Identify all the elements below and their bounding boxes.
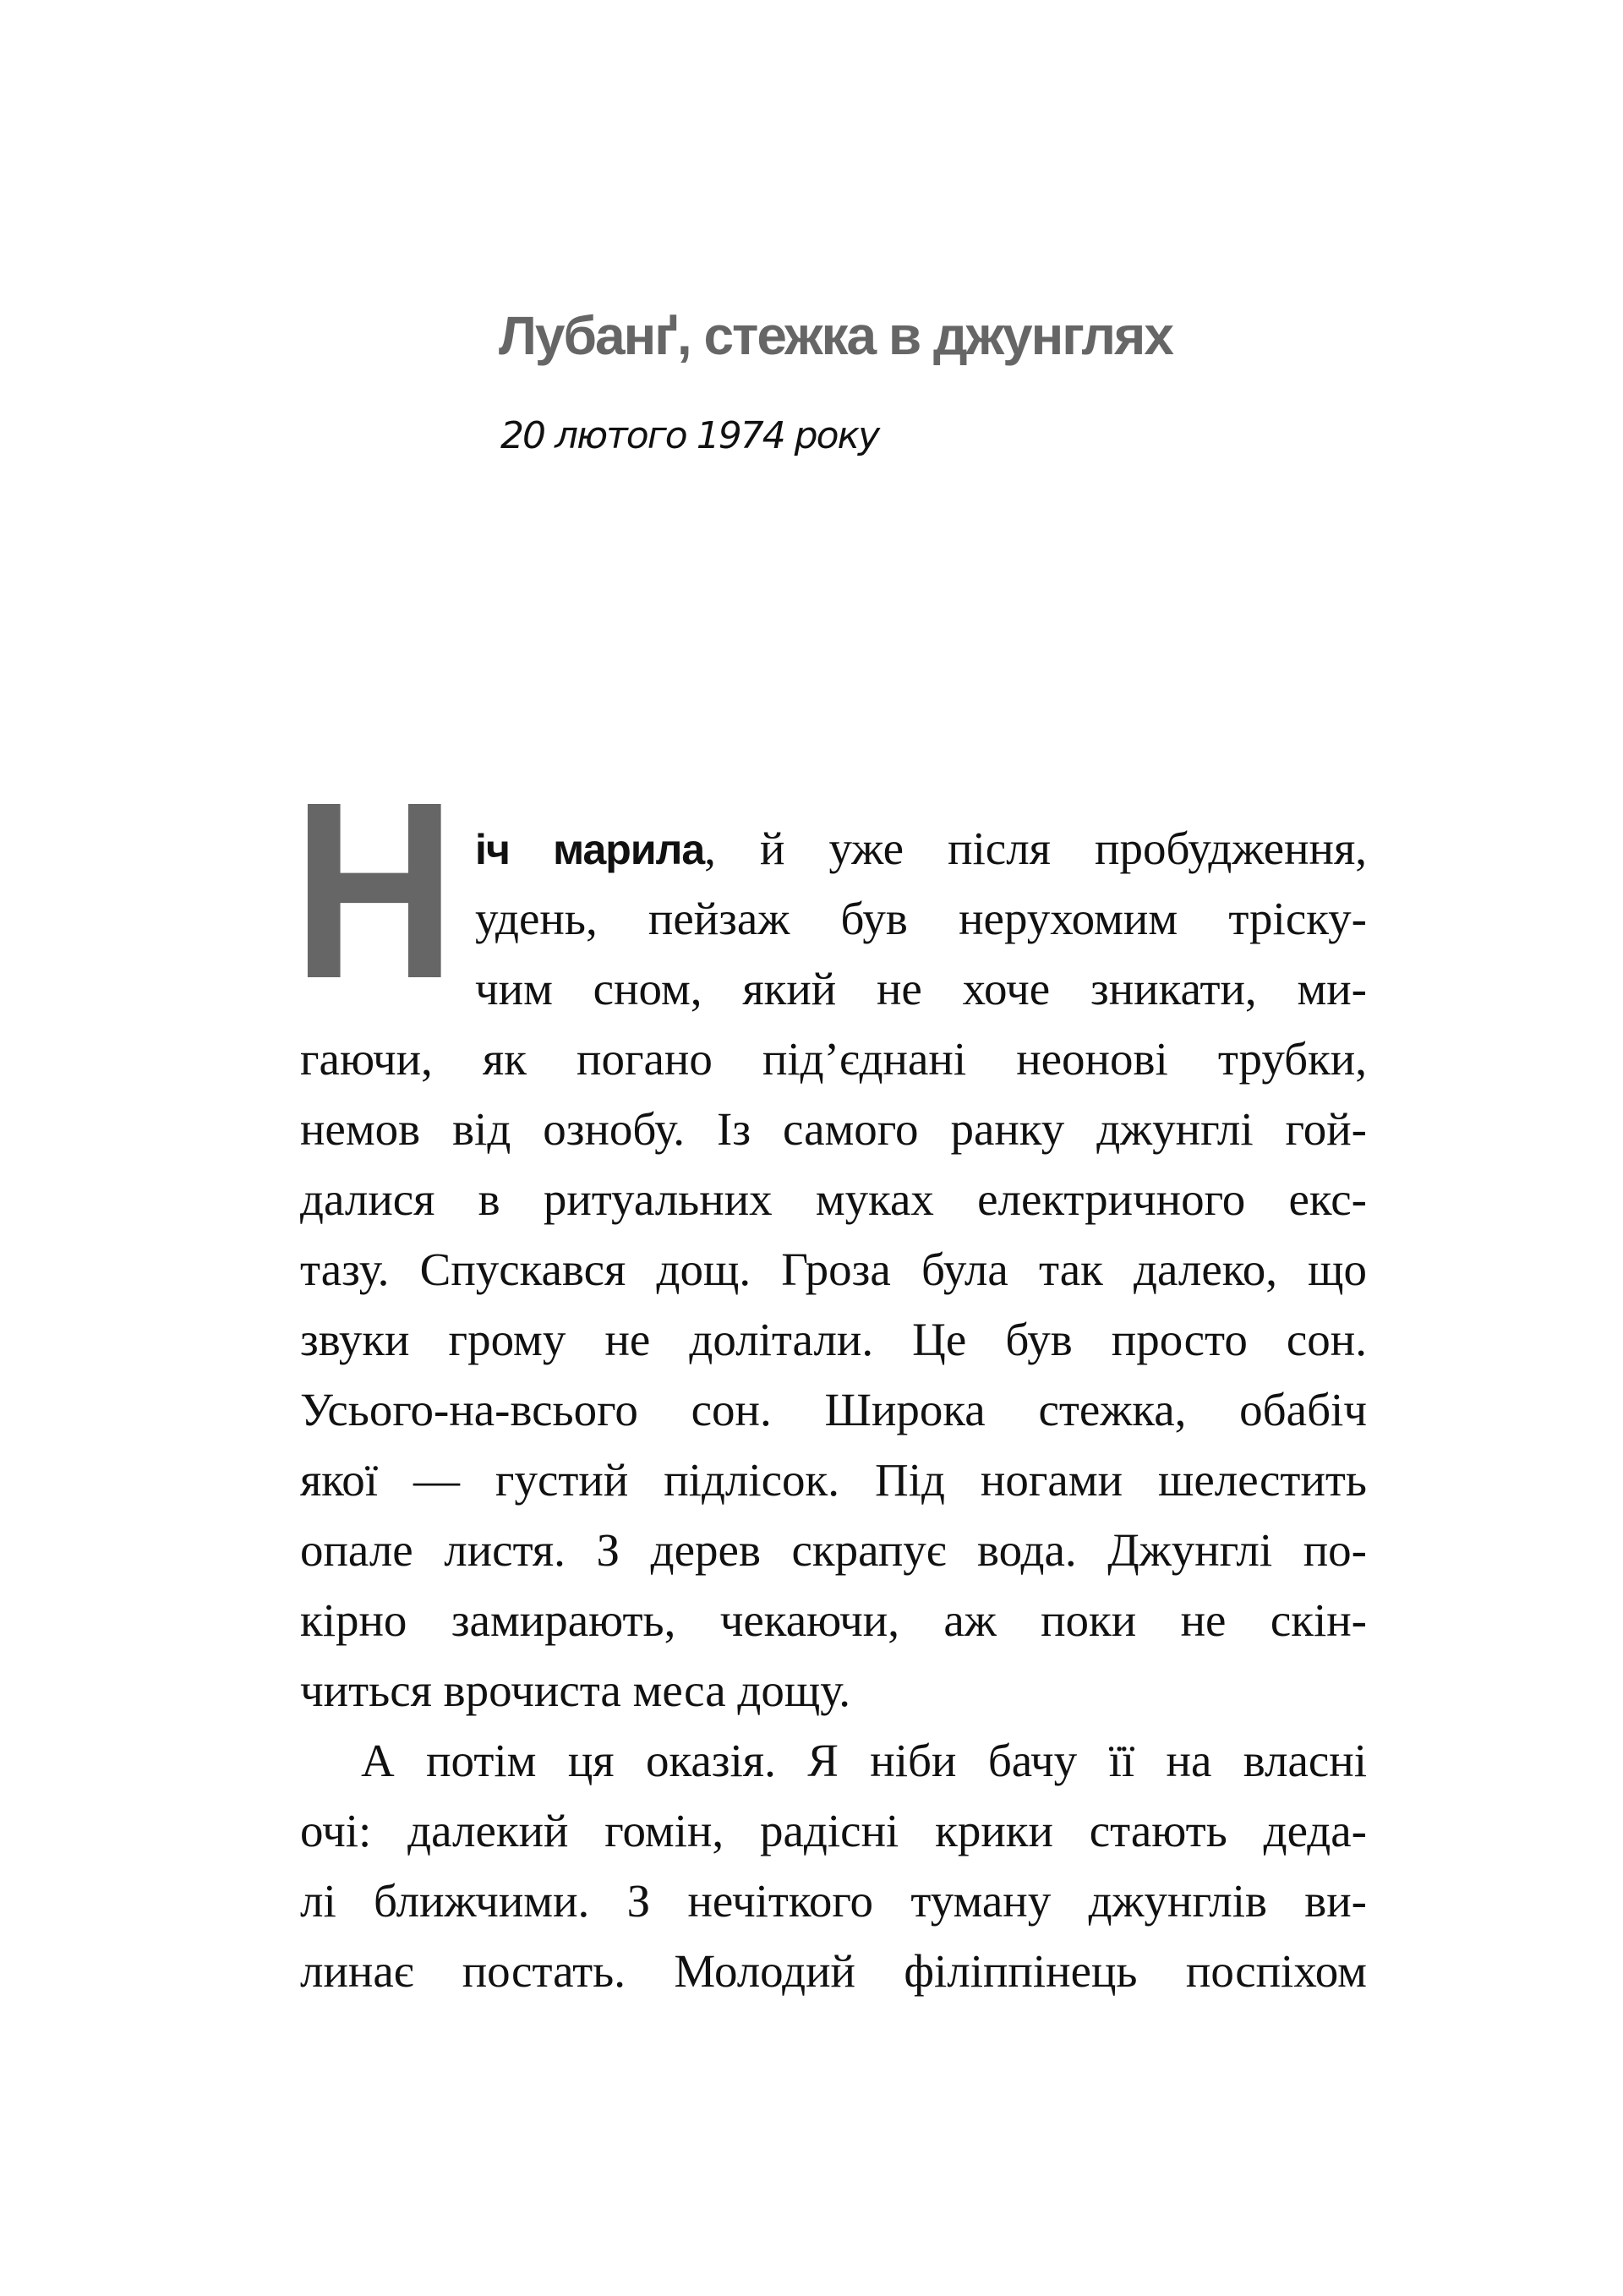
text-line: читься врочиста меса дощу. bbox=[300, 1665, 851, 1716]
text-line: чим сном, який не хоче зникати, ми- bbox=[475, 963, 1367, 1014]
body-text bbox=[300, 813, 1367, 2006]
text-line bbox=[475, 813, 1367, 883]
text-line: тазу. Спускався дощ. Гроза була так далеко, що bbox=[300, 1244, 1367, 1295]
text-line: А потім ця оказія. Я ніби бачу її на власні bbox=[361, 1735, 1367, 1786]
text-line: очі: далекий гомін, радісні крики стають деда- bbox=[300, 1805, 1367, 1856]
text-line: линає постать. Молодий філіппінець поспіхом bbox=[300, 1945, 1367, 1997]
text-line: кірно замирають, чекаючи, аж поки не скін- bbox=[300, 1594, 1367, 1646]
lead-bold: іч марила bbox=[475, 826, 705, 873]
text-line: удень, пейзаж був нерухомим тріску- bbox=[475, 893, 1367, 944]
text-line: немов від ознобу. Із самого ранку джунглі гой- bbox=[300, 1103, 1367, 1155]
text-line: опале листя. З дерев скрапує вода. Джунглі по- bbox=[300, 1524, 1367, 1576]
text-line: звуки грому не долітали. Це був просто сон. bbox=[300, 1314, 1367, 1365]
chapter-title: Лубанґ, стежка в джунглях bbox=[499, 305, 1172, 366]
text-line: далися в ритуальних муках електричного екс- bbox=[300, 1173, 1367, 1225]
text-line: гаючи, як погано під’єднані неонові трубки, bbox=[300, 1033, 1367, 1085]
chapter-date: 20 лютого 1974 року bbox=[500, 414, 879, 457]
drop-cap: Н bbox=[292, 750, 456, 1031]
text-line: лі ближчими. З нечіткого туману джунглів ви- bbox=[300, 1875, 1367, 1927]
text-line: Усього-на-всього сон. Широка стежка, обабіч bbox=[300, 1384, 1367, 1435]
text-line: якої — густий підлісок. Під ногами шелестить bbox=[300, 1454, 1367, 1506]
text-span: , й уже після пробудження, bbox=[704, 823, 1368, 874]
